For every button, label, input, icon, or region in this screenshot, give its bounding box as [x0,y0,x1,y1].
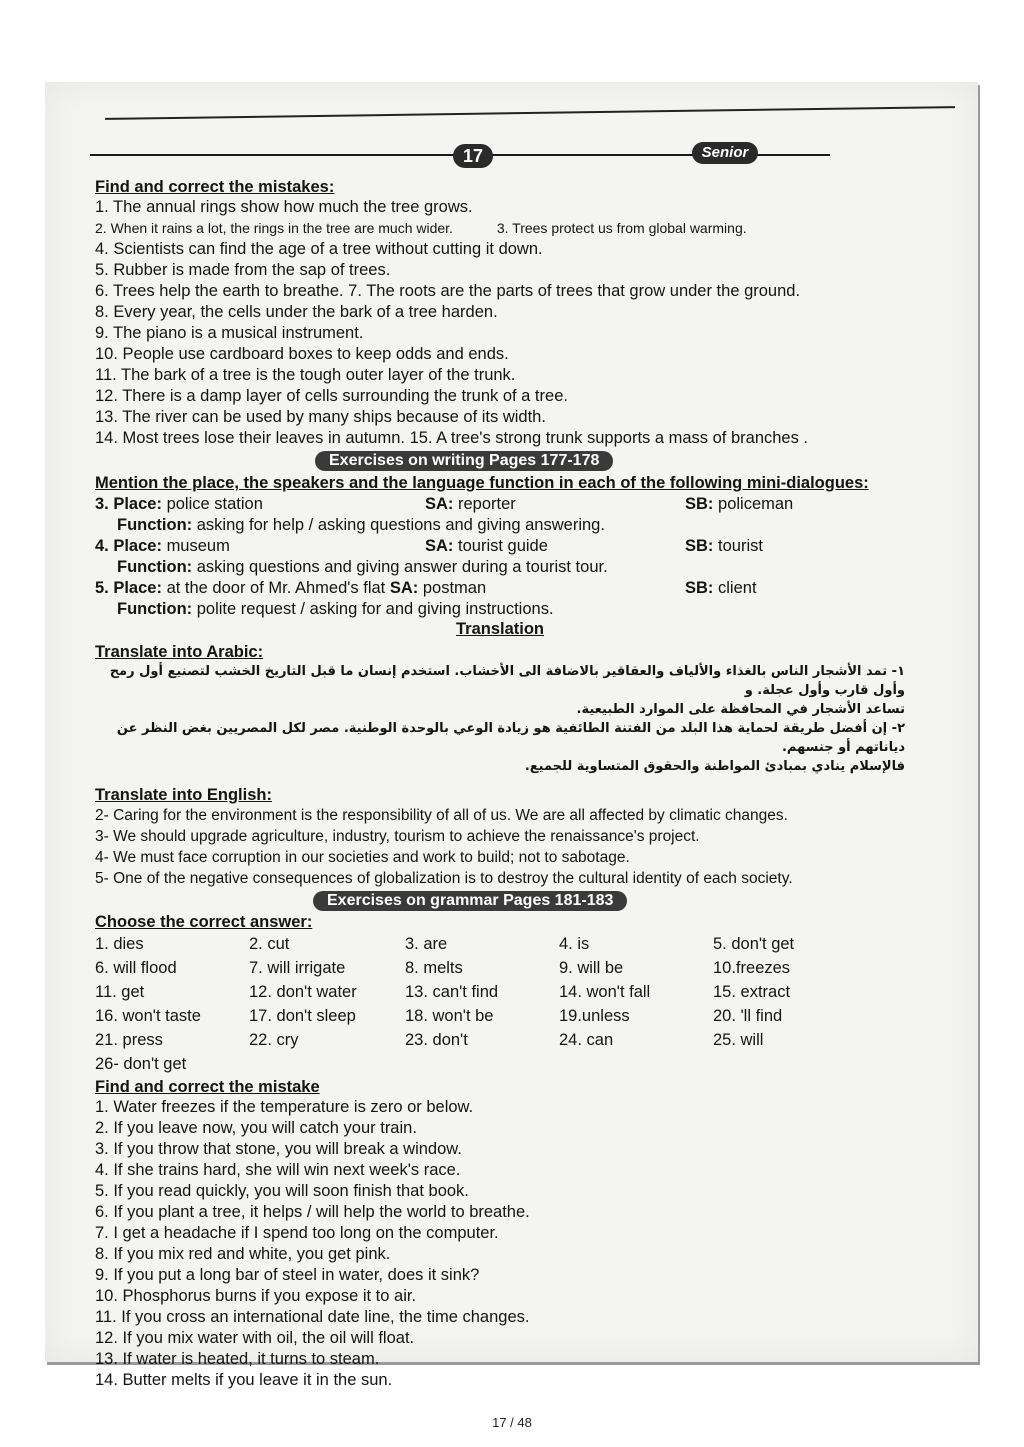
answer: 9. will be [559,959,624,977]
answer: 4. is [559,935,590,953]
text-line [95,218,905,239]
value: postman [422,579,487,597]
grammar-heading: Choose the correct answer: [95,913,313,931]
page-content [95,176,905,1389]
label: Function: [117,558,193,576]
english-heading: Translate into English: [95,786,272,804]
grammar-heading-2: Find and correct the mistake [95,1078,320,1096]
text-line: 11. The bark of a tree is the tough outer layer of the trunk. [95,366,516,384]
label: 4. Place: [95,537,162,555]
answer: 24. can [559,1031,614,1049]
text-line: 7. I get a headache if I spend too long on the computer. [95,1224,499,1242]
answer: 8. melts [405,959,463,977]
text-fragment: 2. When it rains a lot, the rings in the tree are much wider. [95,220,453,236]
arabic-heading: Translate into Arabic: [95,643,264,661]
answer: 1. dies [95,935,144,953]
text-line: 10. Phosphorus burns if you expose it to air. [95,1287,417,1305]
text-line: 8. If you mix red and white, you get pink. [95,1245,391,1263]
label: SB: [685,537,714,555]
answer: 10.freezes [713,959,791,977]
text-line: 12. If you mix water with oil, the oil will float. [95,1329,415,1347]
dialogue-row [95,578,905,599]
dialogue-function [95,515,905,536]
answer: 6. will flood [95,959,177,977]
answer: 26- don't get [95,1055,187,1073]
page-number: 17 / 48 [492,1415,532,1430]
text-line: 14. Most trees lose their leaves in autumn. 15. A tree's strong trunk supports a mass of branches . [95,429,809,447]
page-badge: 17 [453,144,493,168]
arabic-text: ١- تمد الأشجار الناس بالغذاء والألياف والعقاقير بالاضافة الى الأخشاب. استخدم إنسان ما قبل التاريخ الخشب لتصنيع أول رمح وأول قارب وأول عجلة. و [109,664,905,698]
text-line: 4. Scientists can find the age of a tree without cutting it down. [95,240,543,258]
text-line: 3. If you throw that stone, you will break a window. [95,1140,462,1158]
value: tourist guide [458,537,548,555]
text-line: 5. If you read quickly, you will soon finish that book. [95,1182,469,1200]
text-line: 1. The annual rings show how much the tree grows. [95,198,473,216]
answer: 20. 'll find [713,1007,783,1025]
value: tourist [718,537,763,555]
value: police station [166,495,263,513]
text-line: 5- One of the negative consequences of globalization is to destroy the cultural identity of each society. [95,870,793,887]
section-heading: Find and correct the mistakes: [95,178,335,196]
label: 3. Place: [95,495,162,513]
text-fragment: 3. Trees protect us from global warming. [496,220,747,236]
value: asking questions and giving answer during a tourist tour. [196,558,608,576]
dialogue-row [95,536,905,557]
answer: 21. press [95,1031,163,1049]
value: client [718,579,757,597]
value: at the door of Mr. Ahmed's flat [166,579,386,597]
dialogue-function [95,599,905,620]
answer: 15. extract [713,983,791,1001]
value: reporter [458,495,516,513]
label: SA: [425,537,454,555]
text-line: 2. If you leave now, you will catch your train. [95,1119,417,1137]
answer: 23. don't [405,1031,468,1049]
answer: 25. will [713,1031,764,1049]
translation-heading: Translation [455,620,545,638]
senior-logo: Senior [692,142,758,164]
answer: 5. don't get [713,935,795,953]
value: polite request / asking for and giving instructions. [196,600,554,618]
grammar-section-bar: Exercises on grammar Pages 181-183 [313,891,627,911]
label: SA: [389,579,419,597]
value: policeman [718,495,794,513]
text-line: 2- Caring for the environment is the responsibility of all of us. We are all affected by climatic changes. [95,807,788,824]
scanned-page [45,82,978,1389]
top-rule [105,106,955,120]
text-line: 8. Every year, the cells under the bark of a tree harden. [95,303,498,321]
text-line: 5. Rubber is made from the sap of trees. [95,261,391,279]
answer: 22. cry [249,1031,299,1049]
text-line: 13. The river can be used by many ships because of its width. [95,408,546,426]
text-line: 4- We must face corruption in our societies and work to build; not to sabotage. [95,849,630,866]
answer: 12. don't water [249,983,357,1001]
text-line: 4. If she trains hard, she will win next week's race. [95,1161,461,1179]
text-line: 6. Trees help the earth to breathe. 7. The roots are the parts of trees that grow under the ground. [95,282,801,300]
text-line: 13. If water is heated, it turns to steam. [95,1350,380,1368]
answer: 7. will irrigate [249,959,346,977]
answer: 13. can't find [405,983,499,1001]
answer: 14. won't fall [559,983,651,1001]
label: SB: [685,495,714,513]
text-line: 9. If you put a long bar of steel in water, does it sink? [95,1266,480,1284]
answer: 18. won't be [405,1007,494,1025]
label: SA: [425,495,454,513]
dialogue-function [95,557,905,578]
arabic-text: تساعد الأشجار في المحافظة على الموارد الطبيعية. [576,702,905,717]
value: museum [166,537,230,555]
arabic-text: ٢- إن أفضل طريقة لحماية هذا البلد من الفتنة الطائفية هو زيادة الوعي بالوحدة الوطنية. مصر لكل المصريين بغض النظر عن دياناتهم أو جنسهم. [116,721,905,755]
answer: 19.unless [559,1007,630,1025]
label: 5. Place: [95,579,162,597]
answer: 16. won't taste [95,1007,201,1025]
text-line: 9. The piano is a musical instrument. [95,324,364,342]
text-line: 12. There is a damp layer of cells surrounding the trunk of a tree. [95,387,568,405]
text-line-cut: 14. Butter melts if you leave it in the sun. [95,1371,393,1389]
label: Function: [117,516,193,534]
answer: 11. get [95,983,145,1001]
text-line: 3- We should upgrade agriculture, industry, tourism to achieve the renaissance's project. [95,828,700,845]
writing-section-bar: Exercises on writing Pages 177-178 [315,451,613,471]
answers-grid [95,932,905,1076]
label: Function: [117,600,193,618]
writing-instruction: Mention the place, the speakers and the language function in each of the following mini-dialogues: [95,474,869,492]
answer: 2. cut [249,935,290,953]
label: SB: [685,579,714,597]
dialogue-row [95,494,905,515]
text-line: 6. If you plant a tree, it helps / will help the world to breathe. [95,1203,530,1221]
text-line: 1. Water freezes if the temperature is zero or below. [95,1098,474,1116]
text-line: 10. People use cardboard boxes to keep odds and ends. [95,345,509,363]
arabic-text: فالإسلام ينادي بمبادئ المواطنة والحقوق المتساوية للجميع. [524,759,905,774]
text-line: 11. If you cross an international date line, the time changes. [95,1308,530,1326]
answer: 3. are [405,935,448,953]
value: asking for help / asking questions and giving answering. [196,516,605,534]
answer: 17. don't sleep [249,1007,356,1025]
